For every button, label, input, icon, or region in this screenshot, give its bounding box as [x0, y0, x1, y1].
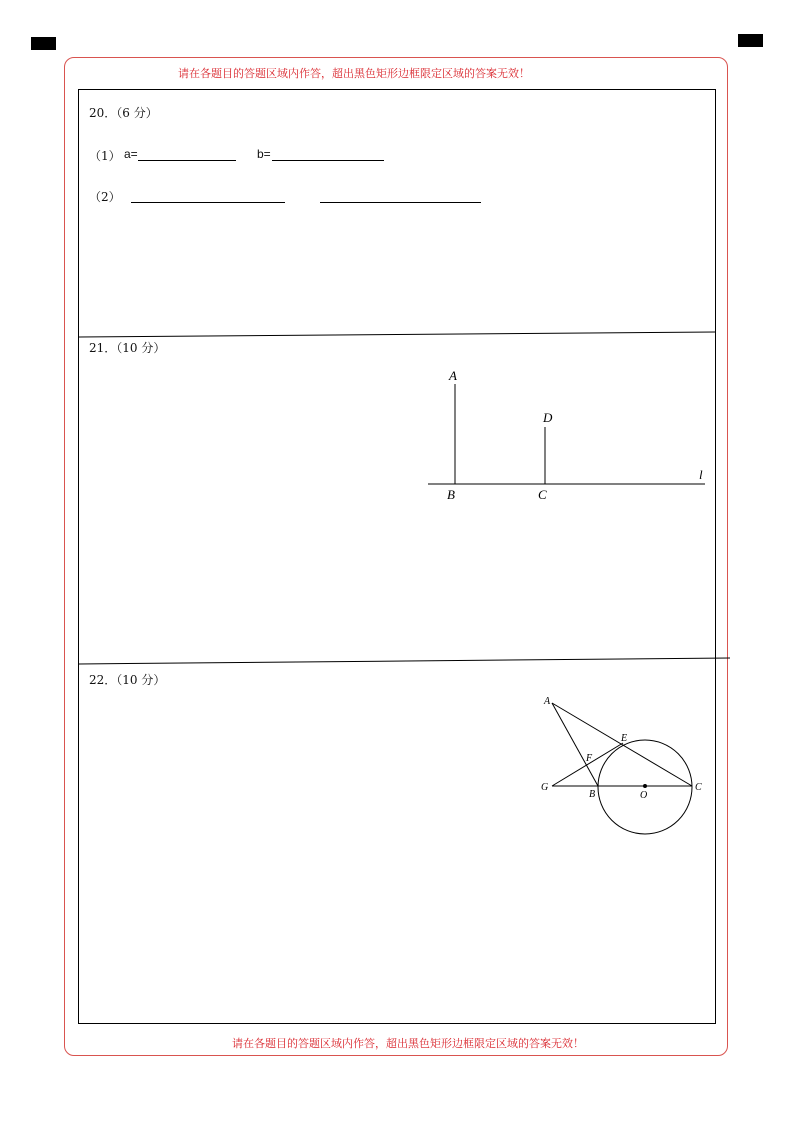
label-l: l [699, 467, 703, 482]
label-C: C [538, 487, 547, 502]
label-A: A [544, 696, 551, 707]
label-F: F [586, 753, 593, 764]
label-A: A [449, 368, 457, 383]
b-label: b= [257, 147, 271, 161]
label-C: C [695, 782, 702, 793]
notice-top: 请在各题目的答题区域内作答，超出黑色矩形边框限定区域的答案无效！ [178, 67, 530, 80]
part2-prefix: （2） [89, 190, 121, 204]
segment-AB [552, 703, 598, 786]
label-G: G [541, 782, 549, 793]
label-O: O [640, 790, 648, 801]
center-O-dot [643, 784, 647, 788]
segment-GE [552, 743, 623, 786]
notice-bottom: 请在各题目的答题区域内作答，超出黑色矩形边框限定区域的答案无效！ [232, 1037, 584, 1050]
label-E: E [621, 733, 628, 744]
question-20-title: 20．（6 分） [89, 106, 158, 120]
label-B: B [447, 487, 455, 502]
question-22-title: 22．（10 分） [89, 673, 166, 687]
label-B: B [589, 789, 596, 800]
question-21-title: 21．（10 分） [89, 341, 166, 355]
label-D: D [543, 410, 553, 425]
a-label: a= [124, 147, 138, 161]
part1-prefix: （1） [89, 149, 121, 163]
